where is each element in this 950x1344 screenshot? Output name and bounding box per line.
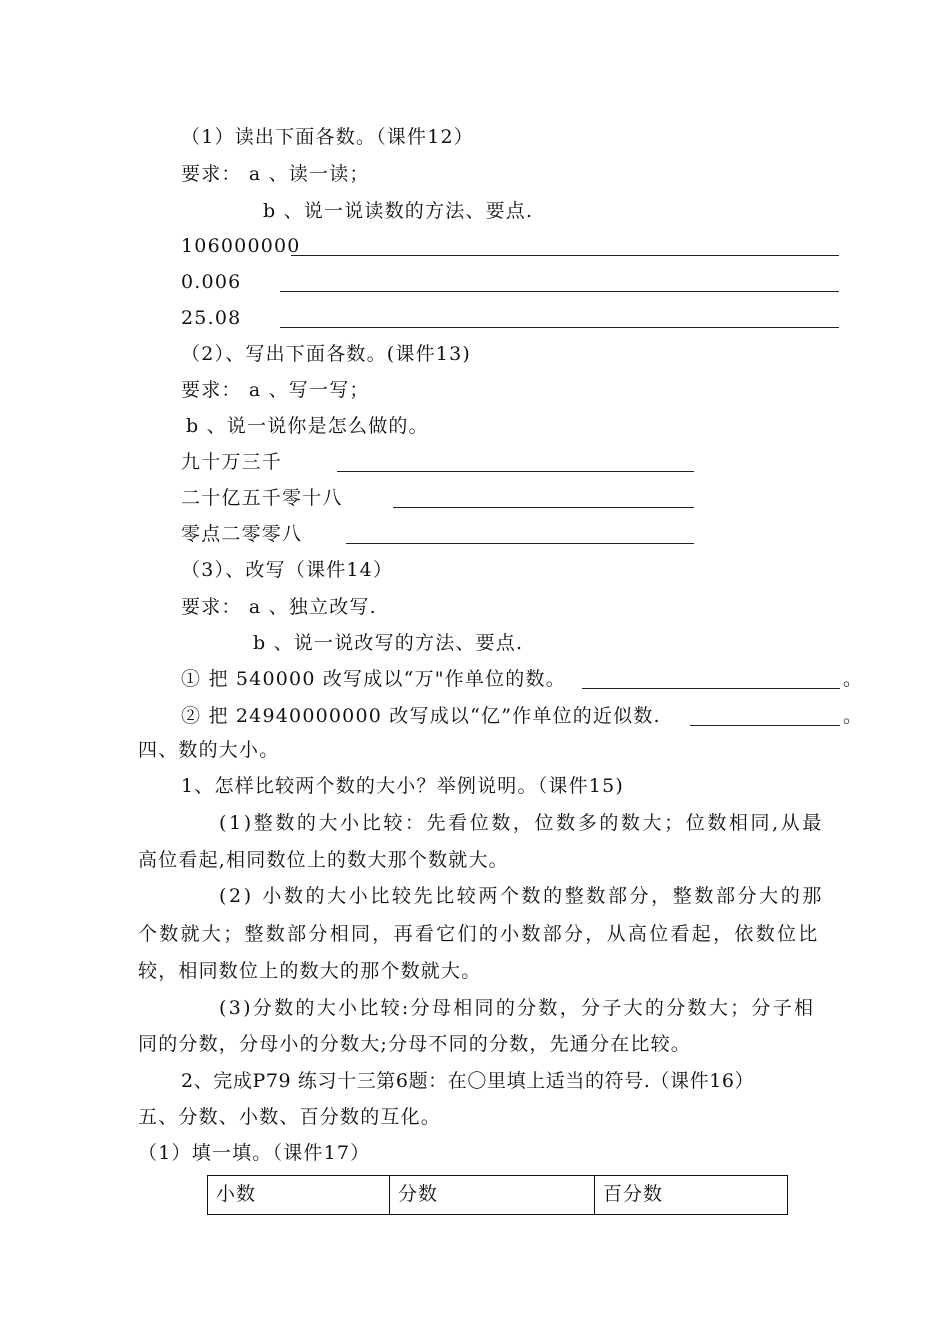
answer-line	[291, 255, 839, 256]
paragraph-integer-line-2: 高位看起,相同数位上的数大那个数就大。	[138, 849, 509, 871]
write-item-1: 九十万三千	[181, 451, 283, 473]
paragraph-decimal-line-2: 个数就大；整数部分相同，再看它们的小数部分，从高位看起，依数位比	[138, 923, 820, 945]
answer-line	[582, 688, 840, 689]
question-1: 1、怎样比较两个数的大小？举例说明。（课件15)	[181, 775, 624, 797]
answer-line	[280, 327, 839, 328]
read-item-2: 0.006	[181, 271, 242, 293]
section-title: 四、数的大小。	[138, 739, 280, 761]
paragraph-fraction-line-2: 同的分数，分母小的分数大;分母不同的分数，先通分在比较。	[138, 1033, 692, 1055]
answer-line	[346, 543, 694, 544]
answer-line	[690, 725, 840, 726]
write-requirement-a: 要求： a 、写一写；	[181, 379, 370, 401]
end-mark: 。	[843, 705, 864, 727]
rewrite-question-2: ② 把 24940000000 改写成以“亿”作单位的近似数.	[181, 705, 661, 727]
write-heading: （2）、写出下面各数。(课件13)	[181, 343, 471, 365]
read-item-1: 106000000	[181, 235, 301, 257]
conversion-table	[207, 1175, 788, 1215]
question-2: 2、完成P79 练习十三第6题：在〇里填上适当的符号.（课件16）	[181, 1070, 755, 1092]
table-row	[208, 1176, 788, 1215]
rewrite-question-1: ① 把 540000 改写成以“万"作单位的数。	[181, 668, 566, 690]
end-mark: 。	[843, 668, 864, 690]
paragraph-decimal-line-1: (2) 小数的大小比较先比较两个数的整数部分，整数部分大的那	[219, 885, 824, 907]
read-heading: （1）读出下面各数。（课件12）	[181, 126, 474, 148]
rewrite-heading: （3）、改写（课件14）	[181, 559, 394, 581]
table-header-cell: 分数	[390, 1176, 595, 1215]
read-item-3: 25.08	[181, 307, 242, 329]
answer-line	[393, 507, 694, 508]
paragraph-fraction-line-1: (3)分数的大小比较:分母相同的分数，分子大的分数大；分子相	[219, 997, 816, 1019]
read-requirement-b: b 、说一说读数的方法、要点.	[263, 200, 534, 222]
write-requirement-b: b 、说一说你是怎么做的。	[186, 415, 429, 437]
rewrite-requirement-b: b 、说一说改写的方法、要点.	[253, 632, 524, 654]
sub-question-1: （1）填一填。（课件17）	[138, 1142, 371, 1164]
rewrite-requirement-a: 要求： a 、独立改写.	[181, 596, 377, 618]
table-header-cell: 小数	[208, 1176, 390, 1215]
paragraph-decimal-line-3: 较，相同数位上的数大的那个数就大。	[138, 960, 482, 982]
section-title: 五、分数、小数、百分数的互化。	[138, 1106, 442, 1128]
paragraph-integer-line-1: (1)整数的大小比较：先看位数，位数多的数大；位数相同,从最	[219, 812, 824, 834]
read-requirement-a: 要求： a 、读一读；	[181, 163, 370, 185]
write-item-3: 零点二零零八	[181, 523, 303, 545]
table-header-cell: 百分数	[595, 1176, 788, 1215]
answer-line	[280, 291, 839, 292]
answer-line	[337, 471, 694, 472]
write-item-2: 二十亿五千零十八	[181, 487, 343, 509]
